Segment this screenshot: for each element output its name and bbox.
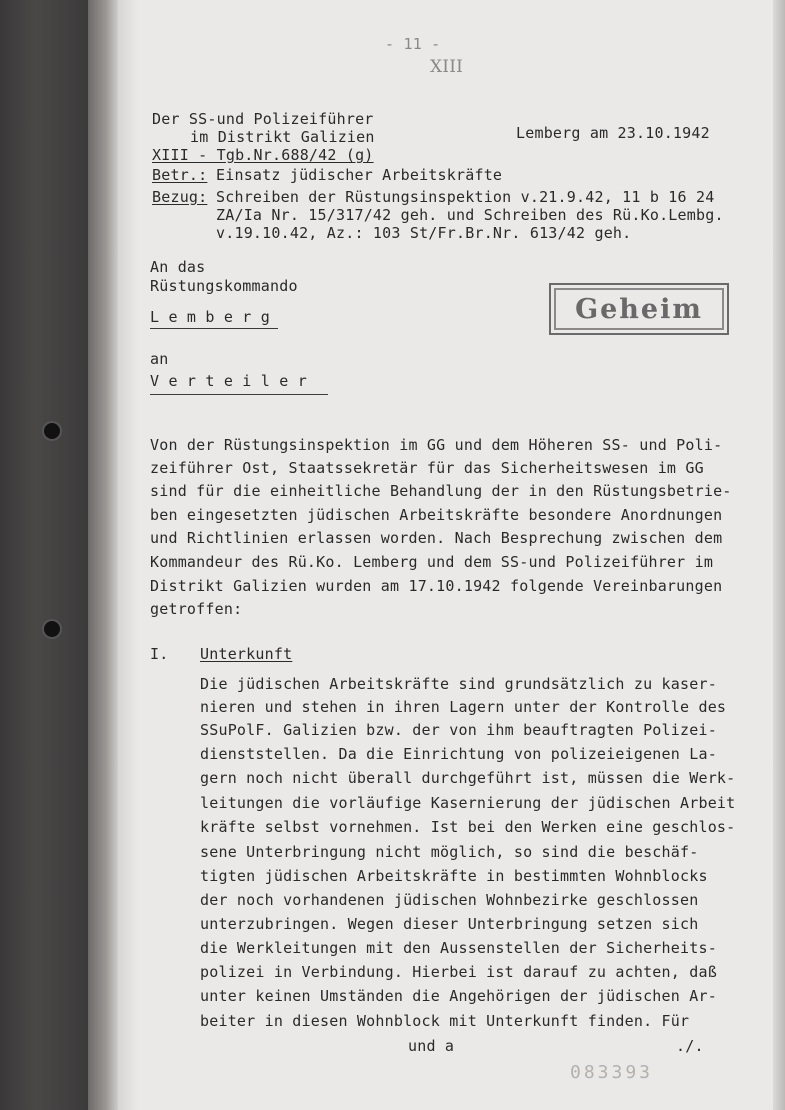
address-to: An das bbox=[150, 258, 206, 276]
intro-line-6: Kommandeur des Rü.Ko. Lemberg und dem SS-und Polizeiführer im bbox=[150, 553, 714, 571]
section-line-14: unter keinen Umständen die Angehörigen der jüdischen Ar- bbox=[200, 987, 717, 1005]
punch-hole-top bbox=[44, 423, 60, 439]
intro-line-5: und Richtlinien erlassen worden. Nach Besprechung zwischen dem bbox=[150, 529, 723, 547]
section-line-13: polizei in Verbindung. Hierbei ist darauf zu achten, daß bbox=[200, 963, 717, 981]
reference-label: Bezug: bbox=[152, 188, 208, 206]
sender-line-1: Der SS-und Polizeiführer bbox=[152, 110, 374, 128]
section-line-8: sene Unterbringung nicht möglich, so sind die beschäf- bbox=[200, 843, 699, 861]
scanner-right-edge bbox=[773, 0, 785, 1110]
reference-line-1: Schreiben der Rüstungsinspektion v.21.9.42, 11 b 16 24 bbox=[216, 188, 715, 206]
section-line-1: Die jüdischen Arbeitskräfte sind grundsätzlich zu kaser- bbox=[200, 675, 717, 693]
continuation-left: und a bbox=[408, 1037, 455, 1055]
place-date: Lemberg am 23.10.1942 bbox=[516, 124, 710, 142]
section-line-10: der noch vorhandenen jüdischen Wohnbezirke geschlossen bbox=[200, 891, 699, 909]
intro-line-4: ben eingesetzten jüdischen Arbeitskräfte besondere Anordnungen bbox=[150, 506, 723, 524]
section-line-15: beiter in diesen Wohnblock mit Unterkunft finden. Für bbox=[200, 1012, 690, 1030]
punch-hole-bottom bbox=[44, 621, 60, 637]
section-line-11: unterzubringen. Wegen dieser Unterbringung setzen sich bbox=[200, 915, 699, 933]
address-distribution: V e r t e i l e r bbox=[150, 372, 307, 390]
section-line-3: SSuPolF. Galizien bzw. der von ihm beauftragten Polizei- bbox=[200, 721, 717, 739]
section-line-5: gern noch nicht überall durchgeführt ist, müssen die Werk- bbox=[200, 769, 736, 787]
continuation-marker: ./. bbox=[676, 1037, 704, 1055]
intro-line-7: Distrikt Galizien wurden am 17.10.1942 folgende Vereinbarungen bbox=[150, 577, 723, 595]
section-line-9: tigten jüdischen Arbeitskräfte in bestimmten Wohnblocks bbox=[200, 867, 708, 885]
intro-line-1: Von der Rüstungsinspektion im GG und dem Höheren SS- und Poli- bbox=[150, 436, 723, 454]
secret-stamp: Geheim bbox=[549, 283, 729, 335]
scanner-left-highlight bbox=[118, 0, 138, 1110]
section-number: I. bbox=[150, 645, 169, 663]
scanner-left-edge bbox=[0, 0, 88, 1110]
page-number: - 11 - bbox=[385, 35, 441, 53]
address-recipient: Rüstungskommando bbox=[150, 277, 298, 295]
intro-line-3: sind für die einheitliche Behandlung der in den Rüstungsbetrie- bbox=[150, 482, 732, 500]
archive-number: 083393 bbox=[570, 1062, 654, 1083]
scanner-left-shadow bbox=[88, 0, 118, 1110]
intro-line-8: getroffen: bbox=[150, 600, 243, 618]
section-line-12: die Werkleitungen mit den Aussenstellen der Sicherheits- bbox=[200, 939, 717, 957]
subject-label: Betr.: bbox=[152, 166, 208, 184]
address-city: L e m b e r g bbox=[150, 308, 270, 326]
sender-line-2: im Distrikt Galizien bbox=[190, 128, 375, 146]
reference-line-2: ZA/Ia Nr. 15/317/42 geh. und Schreiben des Rü.Ko.Lembg. bbox=[216, 206, 724, 224]
roman-mark: XIII bbox=[430, 57, 464, 77]
city-underline bbox=[150, 328, 278, 329]
reference-number: XIII - Tgb.Nr.688/42 (g) bbox=[152, 146, 374, 164]
section-line-6: leitungen die vorläufige Kasernierung der jüdischen Arbeit bbox=[200, 794, 736, 812]
section-line-4: dienststellen. Da die Einrichtung von polizeieigenen La- bbox=[200, 745, 717, 763]
reference-line-3: v.19.10.42, Az.: 103 St/Fr.Br.Nr. 613/42 geh. bbox=[216, 224, 632, 242]
section-line-2: nieren und stehen in ihren Lagern unter der Kontrolle des bbox=[200, 698, 727, 716]
section-line-7: kräfte selbst vornehmen. Ist bei den Werken eine geschlos- bbox=[200, 818, 736, 836]
distribution-underline bbox=[150, 394, 328, 395]
section-title: Unterkunft bbox=[200, 645, 293, 663]
subject-text: Einsatz jüdischer Arbeitskräfte bbox=[216, 166, 503, 184]
intro-line-2: zeiführer Ost, Staatssekretär für das Sicherheitswesen im GG bbox=[150, 459, 704, 477]
address-an: an bbox=[150, 350, 169, 368]
